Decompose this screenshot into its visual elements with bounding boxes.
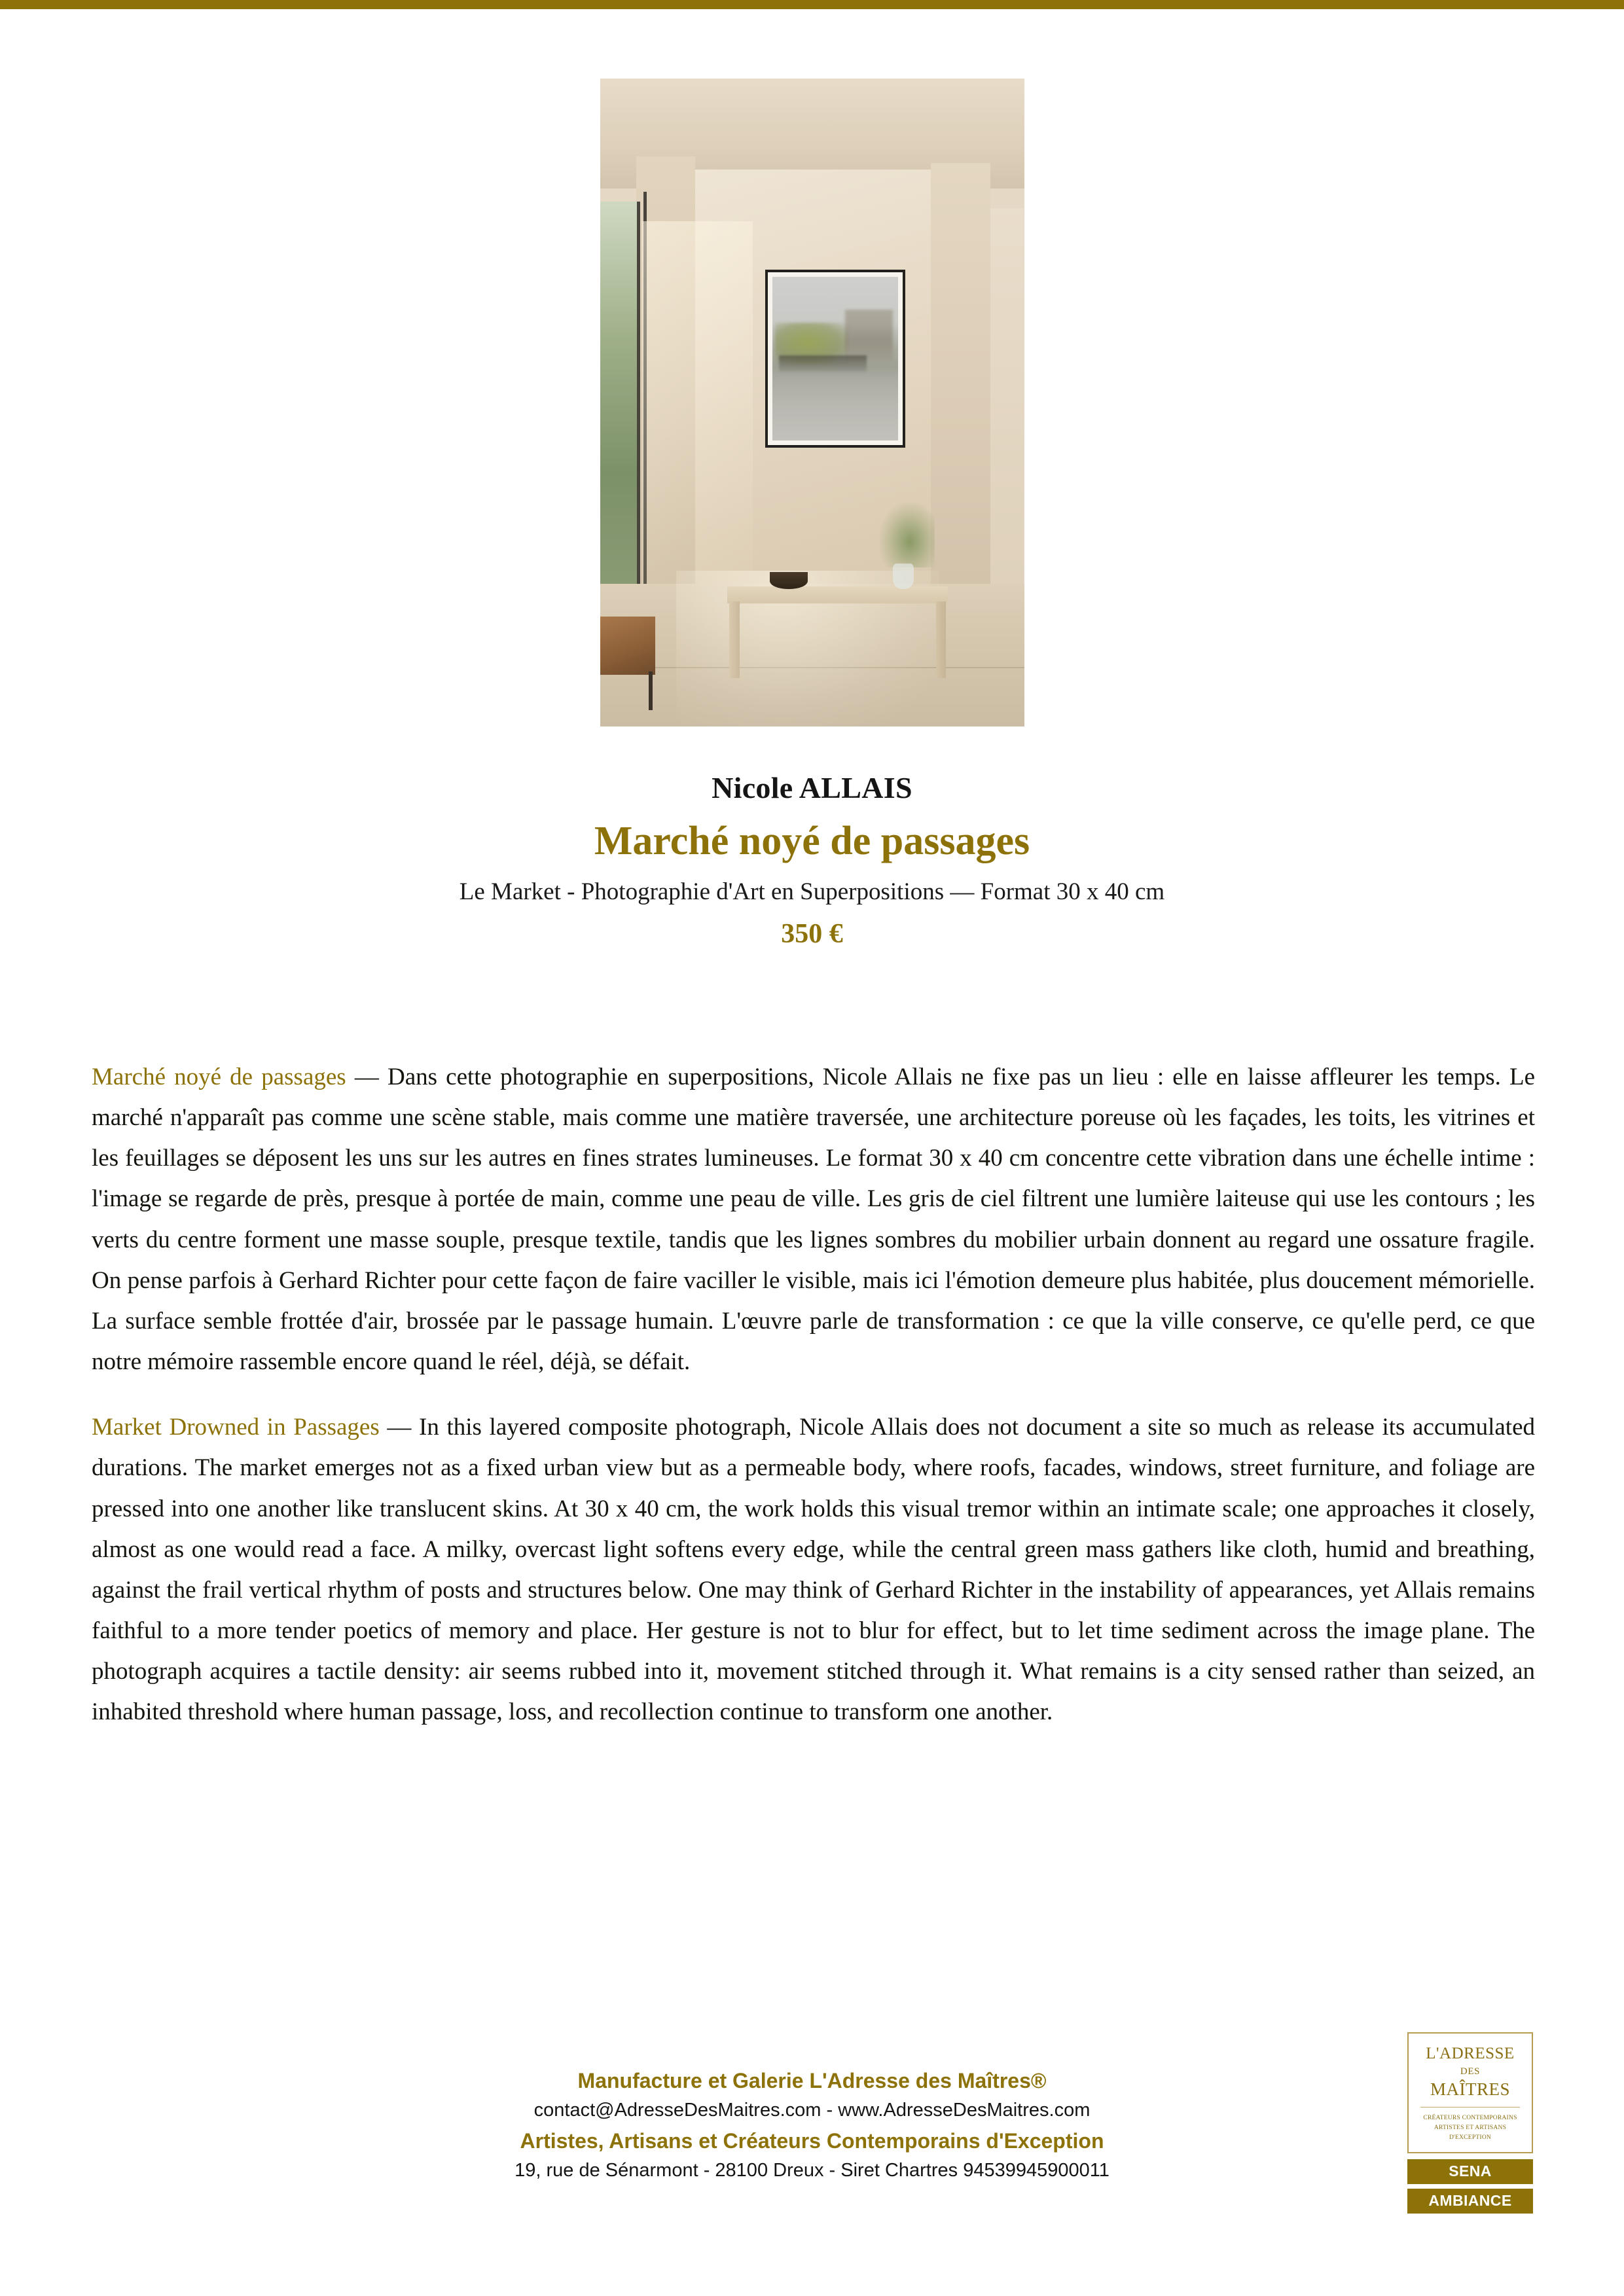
brand-subtitle-3: D'EXCEPTION (1449, 2134, 1492, 2141)
photo-decorative-bowl (770, 572, 808, 589)
photo-artwork-canvas (772, 277, 898, 440)
photo-bench-leg (649, 672, 653, 710)
title-block (0, 769, 1624, 953)
footer-contact[interactable]: contact@AdresseDesMaitres.com - www.AdresseDesMaitres.com (533, 2100, 1091, 2121)
brand-line-adresse: L'ADRESSE (1426, 2045, 1515, 2062)
description-dash-en: — (379, 1414, 420, 1441)
description-text-fr: Dans cette photographie en superpositions, Nicole Allais ne fixe pas un lieu : elle en laisse affleurer les temps. Le marché n'apparaît pas comme une scène stable, mais comme une matière traversée, une architecture poreuse où les façades, les toits, les vitrines et les feuillages se déposent les uns sur les autres en fines strates lumineuses. Le format 30 x 40 cm concentre cette vibration dans une échelle intime : l'image se regarde de près, presque à portée de main, comme une peau de ville. Les gris de ciel filtrent une lumière laiteuse qui use les contours ; les verts du centre forment une masse souple, presque textile, tandis que les lignes sombres du mobilier urbain donnent au regard une ossature fragile. On pense parfois à Gerhard Richter pour cette façon de faire vaciller le visible, mais ici l'émotion demeure plus habitée, plus doucement mémorielle. La surface semble frottée d'air, brossée par le passage humain. L'œuvre parle de transformation : ce que la ville conserve, ce qu'elle perd, ce que notre mémoire rassemble encore quand le réel, déjà, se défait. (92, 1064, 1536, 1376)
description-paragraph-fr (92, 1057, 1535, 1382)
hero-image-container (0, 79, 1624, 726)
photo-glass-vase (893, 564, 914, 590)
description-lead-fr: Marché noyé de passages (92, 1064, 346, 1090)
photo-console-leg-right (936, 601, 947, 678)
brand-line-des: DES (1460, 2066, 1481, 2077)
photo-window-frame (600, 192, 647, 600)
badge-ambiance: AMBIANCE (1407, 2189, 1533, 2214)
top-gold-rule (0, 0, 1624, 9)
photo-framed-artwork (765, 270, 905, 448)
photo-console-table-top (727, 586, 948, 603)
photo-sunlight-patch (642, 221, 752, 623)
photo-artwork-dark-band (779, 355, 867, 372)
photo-artwork-buildings (845, 310, 893, 362)
footer-tagline: Artistes, Artisans et Créateurs Contemporains d'Exception (520, 2128, 1104, 2153)
photo-woven-bench (600, 617, 655, 675)
footer-company-name: Manufacture et Galerie L'Adresse des Maîtres® (577, 2069, 1047, 2092)
description-dash-fr: — (346, 1064, 388, 1090)
brand-line-maitres: MAÎTRES (1430, 2079, 1510, 2099)
page-footer (0, 2065, 1624, 2185)
brand-logo-block (1407, 2032, 1533, 2214)
brand-card (1407, 2032, 1533, 2153)
description-block (92, 1057, 1535, 1733)
artwork-photograph (600, 79, 1024, 726)
artist-name: Nicole ALLAIS (712, 771, 912, 804)
brand-subtitle-2: ARTISTES ET ARTISANS (1434, 2125, 1507, 2132)
artwork-subtitle: Le Market - Photographie d'Art en Superpositions — Format 30 x 40 cm (459, 878, 1165, 906)
artwork-title: Marché noyé de passages (594, 818, 1030, 863)
photo-plant-branch (880, 503, 935, 567)
photo-right-wall (931, 163, 990, 649)
description-text-en: In this layered composite photograph, Nicole Allais does not document a site so much as release its accumulated durations. The market emerges not as a fixed urban view but as a permeable body, where roofs, facades, windows, street furniture, and foliage are pressed into one another like translucent skins. At 30 x 40 cm, the work holds this visual tremor within an intimate scale; one approaches it closely, almost as one would read a face. A milky, overcast light softens every edge, while the central green mass gathers like cloth, humid and breathing, against the frail vertical rhythm of posts and structures below. One may think of Gerhard Richter in the instability of appearances, yet Allais remains faithful to a more tender poetics of memory and place. Her gesture is not to blur for effect, but to let time sediment across the image plane. The photograph acquires a tactile density: air seems rubbed into it, movement stitched through it. What remains is a city sensed rather than seized, an inhabited threshold where human passage, loss, and recollection continue to transform one another. (92, 1414, 1535, 1726)
description-paragraph-en (92, 1407, 1535, 1732)
description-lead-en: Market Drowned in Passages (92, 1414, 380, 1441)
badge-sena: SENA (1407, 2159, 1533, 2184)
brand-subtitle-1: CRÉATEURS CONTEMPORAINS (1423, 2115, 1517, 2122)
footer-address: 19, rue de Sénarmont - 28100 Dreux - Siret Chartres 94539945900011 (514, 2159, 1110, 2181)
artwork-price: 350 € (781, 918, 843, 949)
brand-divider (1420, 2107, 1520, 2108)
photo-far-right-opening (990, 208, 1024, 649)
photo-console-leg-left (729, 601, 740, 678)
